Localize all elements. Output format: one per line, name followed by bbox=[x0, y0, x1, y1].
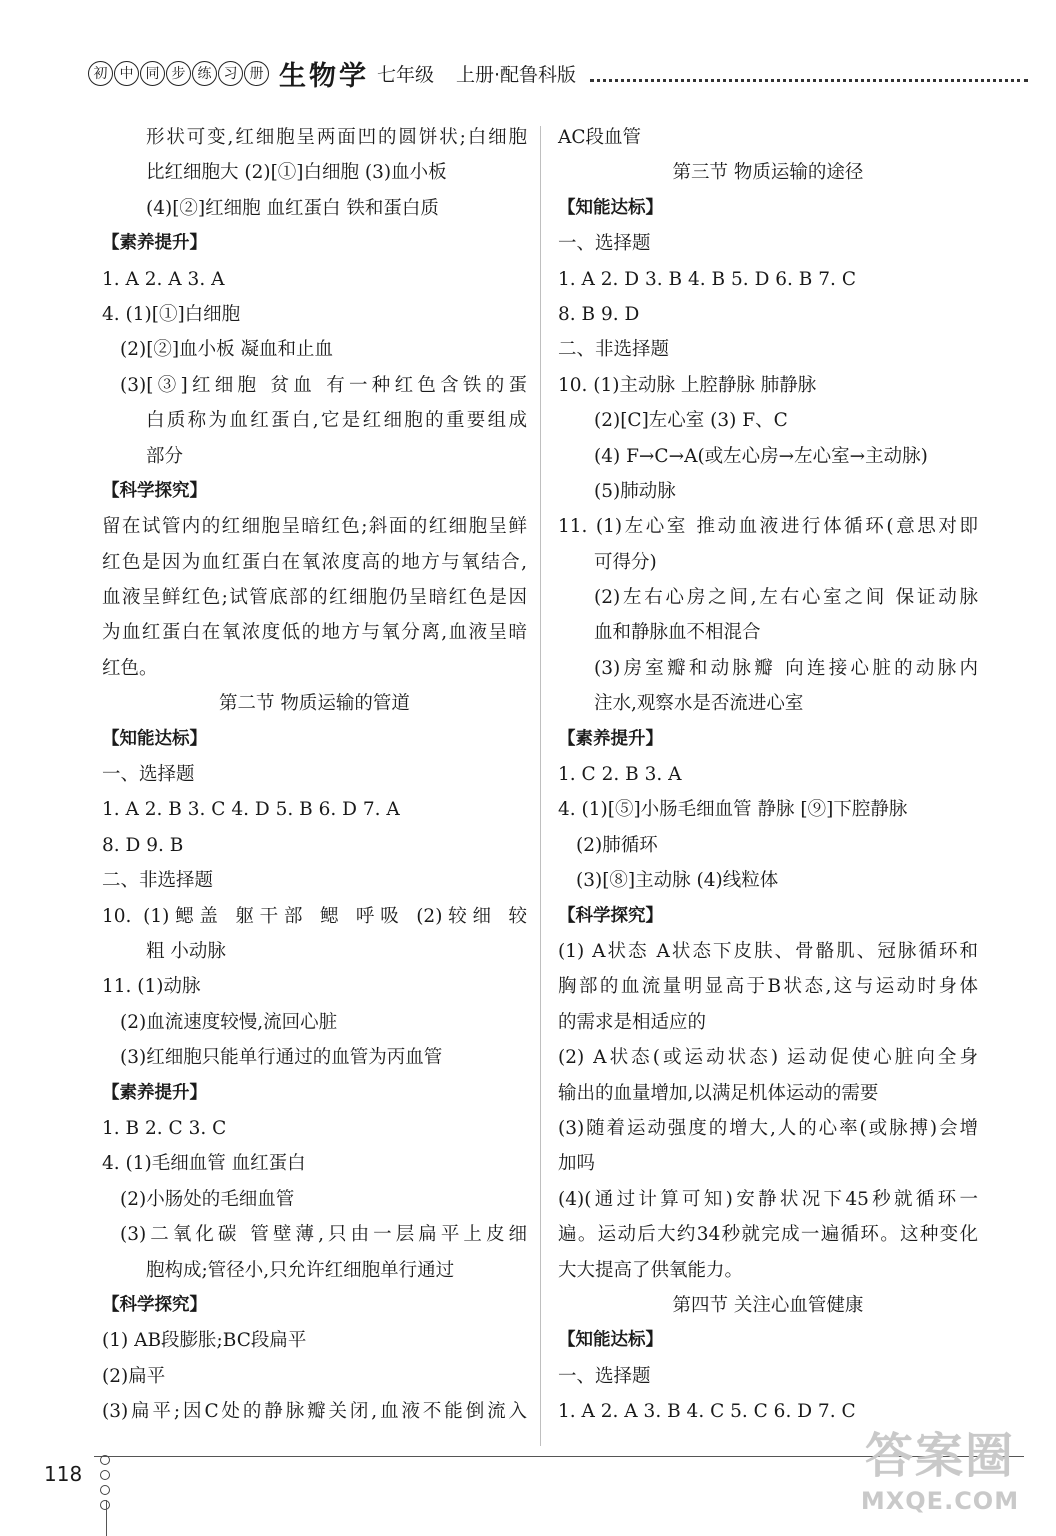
answer-line: 输出的血量增加,以满足机体运动的需要 bbox=[558, 1082, 879, 1104]
watermark-url: MXQE.COM bbox=[860, 1487, 1020, 1515]
answer-line: 一、选择题 bbox=[558, 1365, 651, 1387]
section-heading: 【科学探究】 bbox=[102, 1294, 207, 1315]
right-column bbox=[558, 120, 978, 1429]
answer-line: 一、选择题 bbox=[558, 233, 651, 255]
answer-line: 8. D 9. B bbox=[102, 834, 184, 856]
page-number: 118 bbox=[44, 1462, 83, 1486]
answer-line: (2)左右心房之间,左右心室之间 保证动脉 bbox=[594, 587, 978, 609]
answer-line: 10. (1)鳃盖 躯干部 鳃 呼吸 (2)较细 较 bbox=[102, 905, 527, 927]
answer-line: (3)红细胞只能单行通过的血管为丙血管 bbox=[120, 1047, 443, 1069]
binding-line bbox=[106, 1500, 107, 1536]
section-heading: 【素养提升】 bbox=[102, 233, 207, 254]
answer-line: 白质称为血红蛋白,它是红细胞的重要组成 bbox=[146, 410, 527, 432]
answer-line: 1. C 2. B 3. A bbox=[558, 764, 682, 786]
answer-line: 8. B 9. D bbox=[558, 303, 640, 325]
answer-line: 可得分) bbox=[594, 551, 657, 573]
answer-line: 留在试管内的红细胞呈暗红色;斜面的红细胞呈鲜 bbox=[102, 516, 527, 538]
answer-line: (2)肺循环 bbox=[576, 834, 658, 856]
answer-line: 大大提高了供氧能力。 bbox=[558, 1259, 744, 1281]
answer-line: 红色。 bbox=[102, 657, 158, 679]
answer-line: 比红细胞大 (2)[①]白细胞 (3)血小板 bbox=[146, 162, 447, 184]
answer-line: AC段血管 bbox=[558, 127, 642, 148]
series-char: 步 bbox=[166, 61, 191, 86]
section-heading: 【知能达标】 bbox=[558, 197, 663, 218]
answer-line: (3)[⑧]主动脉 (4)线粒体 bbox=[576, 870, 779, 892]
answer-line: (3)房室瓣和动脉瓣 向连接心脏的动脉内 bbox=[594, 657, 978, 679]
series-title bbox=[88, 61, 269, 86]
series-char: 中 bbox=[114, 61, 139, 86]
answer-line: (4) F→C→A(或左心房→左心室→主动脉) bbox=[594, 445, 928, 467]
answer-line: 遍。运动后大约34秒就完成一遍循环。这种变化 bbox=[558, 1224, 978, 1246]
answer-line: 一、选择题 bbox=[102, 764, 195, 786]
answer-line: 形状可变,红细胞呈两面凹的圆饼状;白细胞 bbox=[146, 127, 527, 148]
section-heading: 【素养提升】 bbox=[102, 1082, 207, 1103]
answer-line: 血和静脉血不相混合 bbox=[594, 622, 761, 644]
binding-hole bbox=[100, 1485, 110, 1495]
answer-line: 4. (1)[⑤]小肠毛细血管 静脉 [⑨]下腔静脉 bbox=[558, 799, 908, 821]
chapter-title: 第四节 关注心血管健康 bbox=[672, 1294, 864, 1316]
answer-line: 10. (1)主动脉 上腔静脉 肺静脉 bbox=[558, 374, 817, 396]
section-heading: 【知能达标】 bbox=[558, 1330, 663, 1351]
answer-line: 红色是因为血红蛋白在氧浓度高的地方与氧结合, bbox=[102, 551, 527, 573]
binding-hole bbox=[100, 1470, 110, 1480]
answer-line: (3)随着运动强度的增大,人的心率(或脉搏)会增 bbox=[558, 1117, 978, 1139]
chapter-title: 第二节 物质运输的管道 bbox=[219, 693, 410, 715]
answer-line: 1. A 2. A 3. B 4. C 5. C 6. D 7. C bbox=[558, 1401, 856, 1423]
answer-line: 胸部的血流量明显高于B状态,这与运动时身体 bbox=[558, 976, 978, 998]
section-heading: 【科学探究】 bbox=[558, 905, 663, 926]
binding-hole bbox=[100, 1455, 110, 1465]
column-divider bbox=[540, 126, 541, 1446]
answer-line: (1) AB段膨胀;BC段扁平 bbox=[102, 1330, 307, 1352]
answer-line: (2)[②]血小板 凝血和止血 bbox=[120, 339, 334, 361]
series-char: 初 bbox=[88, 61, 113, 86]
answer-line: 注水,观察水是否流进心室 bbox=[594, 693, 804, 715]
answer-line: 部分 bbox=[146, 445, 184, 467]
section-heading: 【科学探究】 bbox=[102, 480, 207, 501]
answer-line: 加吗 bbox=[558, 1153, 596, 1175]
answer-line: 4. (1)[①]白细胞 bbox=[102, 303, 241, 325]
answer-line: (5)肺动脉 bbox=[594, 480, 676, 502]
answer-line: (1) A状态 A状态下皮肤、骨骼肌、冠脉循环和 bbox=[558, 940, 978, 962]
answer-line: (2)扁平 bbox=[102, 1365, 166, 1387]
answer-line: (3)二氧化碳 管壁薄,只由一层扁平上皮细 bbox=[120, 1224, 527, 1246]
answer-line: (2)血流速度较慢,流回心脏 bbox=[120, 1011, 338, 1033]
series-char: 册 bbox=[244, 61, 269, 86]
answer-line: 二、非选择题 bbox=[558, 339, 670, 361]
answer-line: 血液呈鲜红色;试管底部的红细胞仍呈暗红色是因 bbox=[102, 587, 527, 609]
series-char: 习 bbox=[218, 61, 243, 86]
answer-line: 1. A 2. D 3. B 4. B 5. D 6. B 7. C bbox=[558, 268, 856, 290]
answer-line: 11. (1)左心室 推动血液进行体循环(意思对即 bbox=[558, 516, 978, 538]
watermark-logo bbox=[848, 1426, 1032, 1526]
answer-line: 的需求是相适应的 bbox=[558, 1011, 707, 1033]
binding-hole bbox=[100, 1500, 110, 1510]
answer-line: (2) A状态(或运动状态) 运动促使心脏向全身 bbox=[558, 1047, 978, 1069]
subject-title: 生物学 bbox=[279, 60, 369, 92]
chapter-title: 第三节 物质运输的途径 bbox=[672, 162, 864, 184]
answer-line: 1. A 2. A 3. A bbox=[102, 268, 225, 290]
header-dotted-rule bbox=[590, 65, 1028, 82]
answer-line: (3)[③]红细胞 贫血 有一种红色含铁的蛋 bbox=[120, 374, 527, 396]
answer-line: 1. A 2. B 3. C 4. D 5. B 6. D 7. A bbox=[102, 799, 400, 821]
left-column bbox=[102, 120, 527, 1429]
answer-line: 为血红蛋白在氧浓度低的地方与氧分离,血液呈暗 bbox=[102, 622, 527, 644]
watermark-text: 答案圈 bbox=[864, 1428, 1015, 1484]
grade-label: 七年级 bbox=[377, 63, 435, 86]
section-heading: 【知能达标】 bbox=[102, 728, 207, 749]
series-char: 同 bbox=[140, 61, 165, 86]
answer-line: 二、非选择题 bbox=[102, 870, 214, 892]
section-heading: 【素养提升】 bbox=[558, 728, 663, 749]
series-char: 练 bbox=[192, 61, 217, 86]
page-header bbox=[88, 52, 1028, 94]
answer-line: 胞构成;管径小,只允许红细胞单行通过 bbox=[146, 1259, 455, 1281]
answer-line: 4. (1)毛细血管 血红蛋白 bbox=[102, 1153, 306, 1175]
edition-label: 上册·配鲁科版 bbox=[456, 63, 577, 86]
answer-line: (4)(通过计算可知)安静状况下45秒就循环一 bbox=[558, 1188, 978, 1210]
answer-line: (2)小肠处的毛细血管 bbox=[120, 1188, 295, 1210]
answer-line: 1. B 2. C 3. C bbox=[102, 1117, 227, 1139]
binding-holes bbox=[100, 1452, 114, 1536]
answer-line: 11. (1)动脉 bbox=[102, 976, 201, 998]
answer-line: (4)[②]红细胞 血红蛋白 铁和蛋白质 bbox=[146, 197, 439, 219]
answer-line: (2)[C]左心室 (3) F、C bbox=[594, 410, 788, 432]
answer-line: 粗 小动脉 bbox=[146, 940, 226, 962]
answer-line: (3)扁平;因C处的静脉瓣关闭,血液不能倒流入 bbox=[102, 1401, 527, 1423]
